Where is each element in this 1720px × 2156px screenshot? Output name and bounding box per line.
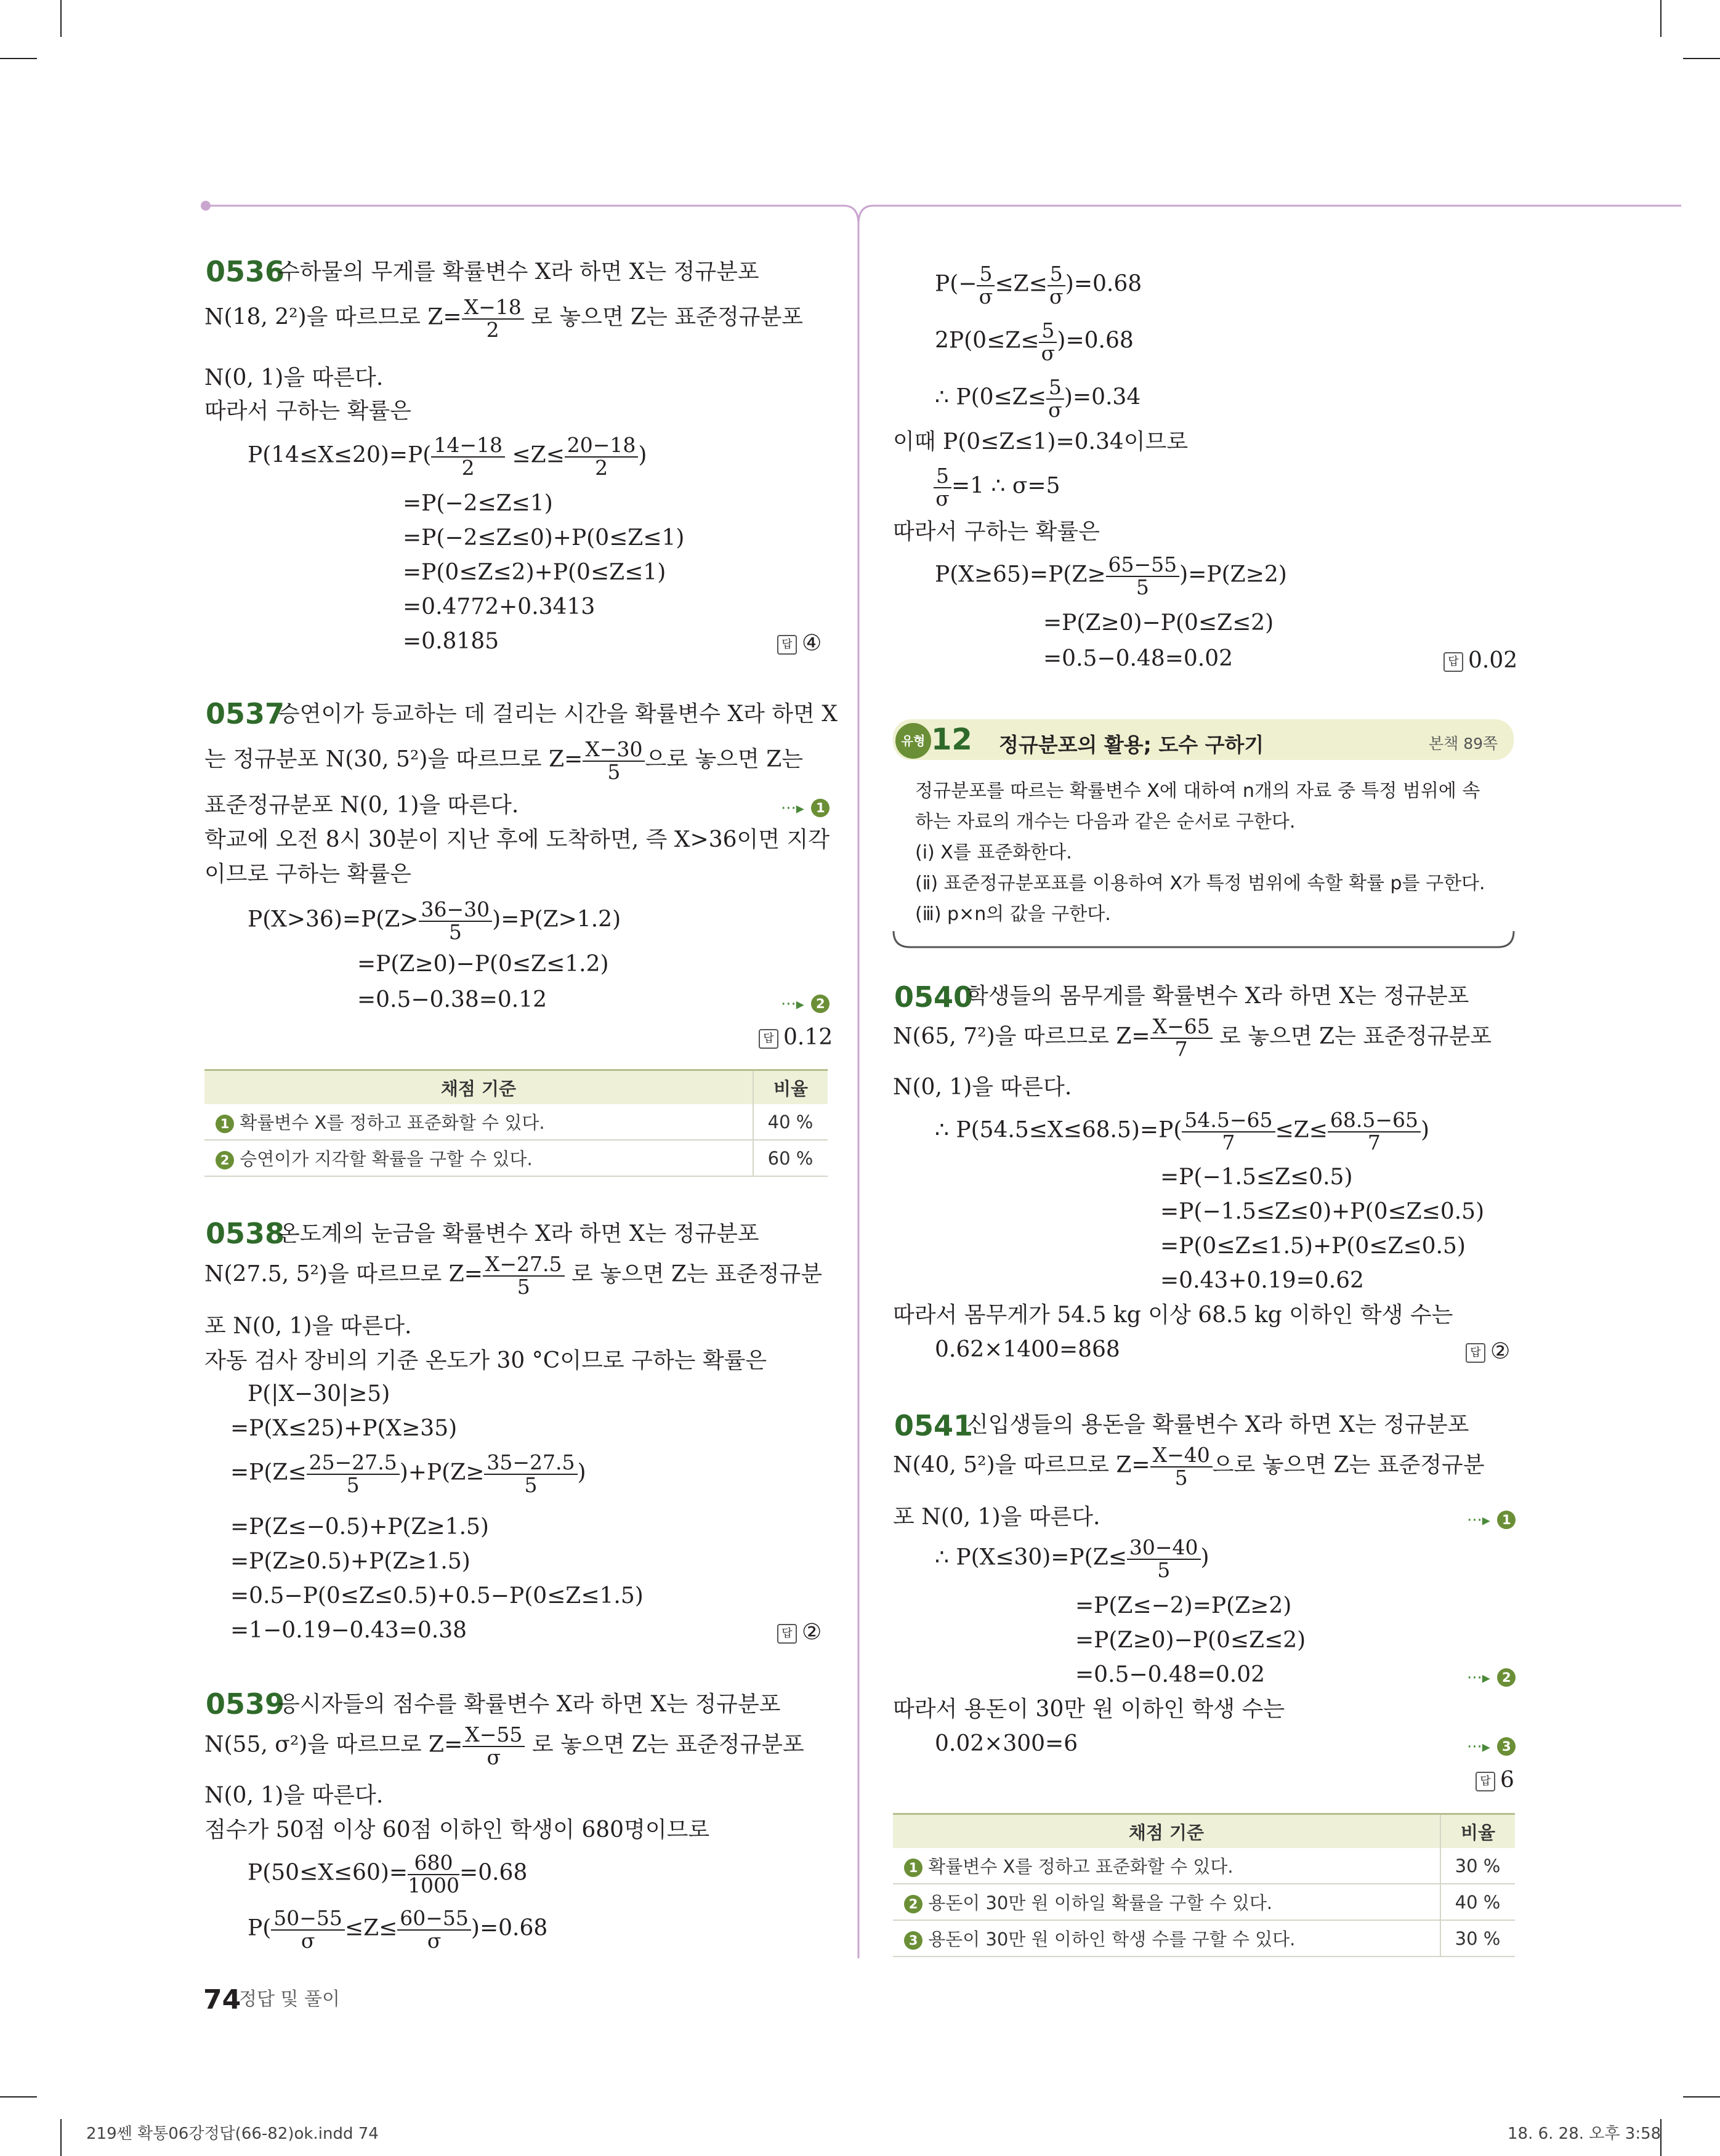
equation: ∴ P(54.5≤X≤68.5)=P( $\frac{54.5-65}{7}$ ≤Z≤ $\frac{68.5-65}{7}$ ) (935, 1108, 1430, 1155)
problem-number: 0541 (894, 1409, 974, 1442)
problem-text: 수하물의 무게를 확률변수 X라 하면 X는 정규분포 (278, 259, 759, 285)
equation: =P(0≤Z≤1.5)+P(0≤Z≤0.5) (1160, 1233, 1466, 1259)
answer: 답 ④ (777, 631, 822, 656)
problem-text: N(40, 5²)을 따르므로 Z= $\frac{X-40}{5}$ 으로 놓으면 Z는 표준정규분 (893, 1443, 1485, 1490)
problem-number: 0537 (206, 697, 285, 730)
equation: P(− $\frac{5}{\sigma}$ ≤Z≤ $\frac{5}{\sigma}$ )=0.68 (935, 262, 1142, 309)
equation: =P(−1.5≤Z≤0.5) (1160, 1165, 1353, 1190)
equation: P(14≤X≤20)=P( $\frac{14-18}{2}$ ≤Z≤ $\frac{20-18}{2}$ ) (248, 433, 647, 480)
problem-text: 점수가 50점 이상 60점 이하인 학생이 680명이므로 (204, 1817, 710, 1843)
rubric-table (204, 1069, 828, 1177)
step-marker: ···▸ 1 (781, 796, 830, 818)
equation: =P(−1.5≤Z≤0)+P(0≤Z≤0.5) (1160, 1199, 1485, 1224)
equation: =P(Z≤ $\frac{25-27.5}{5}$ )+P(Z≥ $\frac{35-27.5}{5}$ ) (230, 1450, 586, 1497)
equation: P(|X−30|≥5) (248, 1381, 390, 1407)
equation: =P(Z≥0)−P(0≤Z≤1.2) (357, 951, 609, 977)
problem-text: 표준정규분포 N(0, 1)을 따른다. (204, 793, 519, 818)
type-box-bottom (892, 929, 1516, 953)
type-title: 정규분포의 활용; 도수 구하기 (999, 733, 1264, 757)
step-marker: ···▸ 3 (1467, 1734, 1516, 1756)
problem-text: 따라서 몸무게가 54.5 kg 이상 68.5 kg 이하인 학생 수는 (893, 1302, 1453, 1328)
equation: P(X≥65)=P(Z≥ $\frac{65-55}{5}$ )=P(Z≥2) (935, 552, 1287, 599)
rubric-table (893, 1813, 1515, 1957)
type-badge: 유형 (895, 723, 931, 759)
step-marker: ···▸ 2 (781, 991, 830, 1014)
crop-mark (1683, 58, 1720, 59)
equation: =P(Z≥0)−P(0≤Z≤2) (1043, 610, 1274, 636)
type-desc: (ⅱ) 표준정규분포표를 이용하여 X가 특정 범위에 속할 확률 p를 구한다. (915, 873, 1485, 894)
problem-text: 따라서 용돈이 30만 원 이하인 학생 수는 (893, 1697, 1285, 1722)
answer-icon: 답 (777, 1624, 797, 1644)
problem-text: 응시자들의 점수를 확률변수 X라 하면 X는 정규분포 (278, 1692, 781, 1717)
answer: 답 6 (1476, 1767, 1514, 1793)
problem-text: 이므로 구하는 확률은 (204, 862, 411, 887)
problem-text: N(0, 1)을 따른다. (893, 1075, 1072, 1100)
problem-text: N(65, 7²)을 따르므로 Z= $\frac{X-65}{7}$ 로 놓으면 Z는 표준정규분포 (893, 1014, 1492, 1061)
equation: =0.5−0.48=0.02 (1075, 1662, 1266, 1687)
equation: =1−0.19−0.43=0.38 (230, 1618, 467, 1643)
type-number: 12 (931, 722, 972, 757)
type-desc: (ⅰ) X를 표준화한다. (915, 842, 1072, 863)
equation: =P(0≤Z≤2)+P(0≤Z≤1) (403, 560, 666, 585)
table-row: 2 용돈이 30만 원 이하일 확률을 구할 수 있다. 40 % (893, 1884, 1515, 1920)
page-number: 74 (203, 1984, 241, 2016)
equation: =0.8185 (403, 629, 499, 654)
crop-mark (0, 58, 37, 59)
table-row: 3 용돈이 30만 원 이하인 학생 수를 구할 수 있다. 30 % (893, 1920, 1515, 1956)
problem-text: 자동 검사 장비의 기준 온도가 30 °C이므로 구하는 확률은 (204, 1348, 767, 1373)
equation: =P(Z≥0)−P(0≤Z≤2) (1075, 1628, 1306, 1653)
answer-icon: 답 (759, 1029, 778, 1049)
answer: 답 ② (1466, 1339, 1510, 1364)
step-marker: ···▸ 1 (1467, 1508, 1516, 1530)
answer-icon: 답 (1443, 652, 1463, 672)
problem-text: 승연이가 등교하는 데 걸리는 시간을 확률변수 X라 하면 X (278, 701, 838, 727)
type-desc: (ⅲ) p×n의 값을 구한다. (915, 903, 1111, 925)
problem-text: N(55, σ²)을 따르므로 Z= $\frac{X-55}{\sigma}$ 로 놓으면 Z는 표준정규분포 (204, 1722, 804, 1769)
table-row: 1 확률변수 X를 정하고 표준화할 수 있다. 30 % (893, 1848, 1515, 1884)
rubric-header: 채점 기준 (204, 1070, 753, 1105)
equation: =P(Z≥0.5)+P(Z≥1.5) (230, 1549, 470, 1574)
equation: P( $\frac{50-55}{\sigma}$ ≤Z≤ $\frac{60-55}{\sigma}$ )=0.68 (248, 1906, 548, 1953)
problem-text: 학교에 오전 8시 30분이 지난 후에 도착하면, 즉 X>36이면 지각 (204, 827, 830, 852)
equation: 2P(0≤Z≤ $\frac{5}{\sigma}$ )=0.68 (935, 318, 1134, 365)
equation: =P(−2≤Z≤1) (403, 491, 553, 516)
problem-text: 는 정규분포 N(30, 5²)을 따르므로 Z= $\frac{X-30}{5}$ 으로 놓으면 Z는 (204, 737, 804, 784)
crop-mark (1660, 0, 1661, 37)
equation: $\frac{5}{\sigma}$ =1 ∴ σ=5 (934, 466, 1060, 509)
table-row: 2 승연이가 지각할 확률을 구할 수 있다. 60 % (204, 1140, 828, 1176)
problem-text: N(0, 1)을 따른다. (204, 1783, 384, 1808)
problem-text: N(27.5, 5²)을 따르므로 Z= $\frac{X-27.5}{5}$ 로 놓으면 Z는 표준정규분 (204, 1252, 823, 1299)
type-ref: 본책 89쪽 (1429, 735, 1498, 753)
equation: P(X>36)=P(Z> $\frac{36-30}{5}$ )=P(Z>1.2) (248, 897, 621, 944)
equation: =P(Z≤−0.5)+P(Z≥1.5) (230, 1514, 489, 1540)
equation: =0.4772+0.3413 (403, 594, 596, 620)
type-desc: 정규분포를 따르는 확률변수 X에 대하여 n개의 자료 중 특정 범위에 속 (915, 780, 1480, 802)
equation: =P(−2≤Z≤0)+P(0≤Z≤1) (403, 525, 685, 551)
file-info: 219쎈 확통06강정답(66-82)ok.indd 74 (86, 2125, 379, 2143)
type-desc: 하는 자료의 개수는 다음과 같은 순서로 구한다. (915, 811, 1296, 833)
problem-number: 0538 (206, 1217, 285, 1250)
equation: 0.62×1400=868 (935, 1337, 1120, 1362)
equation: ∴ P(X≤30)=P(Z≤ $\frac{30-40}{5}$ ) (935, 1535, 1209, 1582)
problem-text: 학생들의 몸무게를 확률변수 X라 하면 X는 정규분포 (967, 983, 1469, 1009)
equation: =P(X≤25)+P(X≥35) (230, 1416, 458, 1441)
step-marker: ···▸ 2 (1467, 1665, 1516, 1687)
problem-number: 0540 (894, 980, 974, 1014)
crop-mark (60, 0, 62, 37)
problem-number: 0539 (206, 1687, 285, 1721)
table-row: 1 확률변수 X를 정하고 표준화할 수 있다. 40 % (204, 1104, 828, 1140)
problem-text: 포 N(0, 1)을 따른다. (204, 1314, 412, 1339)
answer-icon: 답 (1466, 1343, 1485, 1363)
problem-text: N(18, 2²)을 따르므로 Z= $\frac{X-18}{2}$ 로 놓으면 Z는 표준정규분포 (204, 295, 804, 342)
answer-icon: 답 (777, 635, 797, 655)
equation: 0.02×300=6 (935, 1731, 1078, 1756)
answer: 답 0.12 (759, 1025, 833, 1050)
problem-text: 이때 P(0≤Z≤1)=0.34이므로 (893, 429, 1189, 454)
equation: =0.5−P(0≤Z≤0.5)+0.5−P(0≤Z≤1.5) (230, 1583, 644, 1609)
equation: =0.5−0.48=0.02 (1043, 646, 1233, 671)
page-footer-label: 정답 및 풀이 (239, 1988, 340, 2010)
problem-text: 따라서 구하는 확률은 (893, 519, 1100, 544)
timestamp: 18. 6. 28. 오후 3:58 (1508, 2125, 1661, 2143)
equation: =0.43+0.19=0.62 (1160, 1268, 1364, 1293)
problem-text: 온도계의 눈금을 확률변수 X라 하면 X는 정규분포 (278, 1221, 759, 1246)
equation: ∴ P(0≤Z≤ $\frac{5}{\sigma}$ )=0.34 (935, 375, 1141, 422)
rubric-header: 채점 기준 (893, 1814, 1440, 1849)
problem-text: 포 N(0, 1)을 따른다. (893, 1504, 1100, 1530)
equation: =P(Z≤−2)=P(Z≥2) (1075, 1593, 1292, 1618)
rubric-header: 비율 (753, 1070, 828, 1105)
crop-mark (1683, 2096, 1720, 2097)
answer: 답 0.02 (1443, 648, 1517, 673)
crop-mark (60, 2119, 62, 2156)
crop-mark (0, 2096, 37, 2097)
problem-text: 따라서 구하는 확률은 (204, 398, 411, 424)
rubric-header: 비율 (1440, 1814, 1515, 1849)
answer-icon: 답 (1476, 1772, 1495, 1791)
equation: =0.5−0.38=0.12 (357, 987, 547, 1012)
problem-number: 0536 (206, 255, 285, 288)
problem-text: 신입생들의 용돈을 확률변수 X라 하면 X는 정규분포 (967, 1412, 1469, 1437)
equation: P(50≤X≤60)= $\frac{680}{1000}$ =0.68 (248, 1851, 528, 1897)
answer: 답 ② (777, 1620, 822, 1645)
problem-text: N(0, 1)을 따른다. (204, 365, 384, 390)
